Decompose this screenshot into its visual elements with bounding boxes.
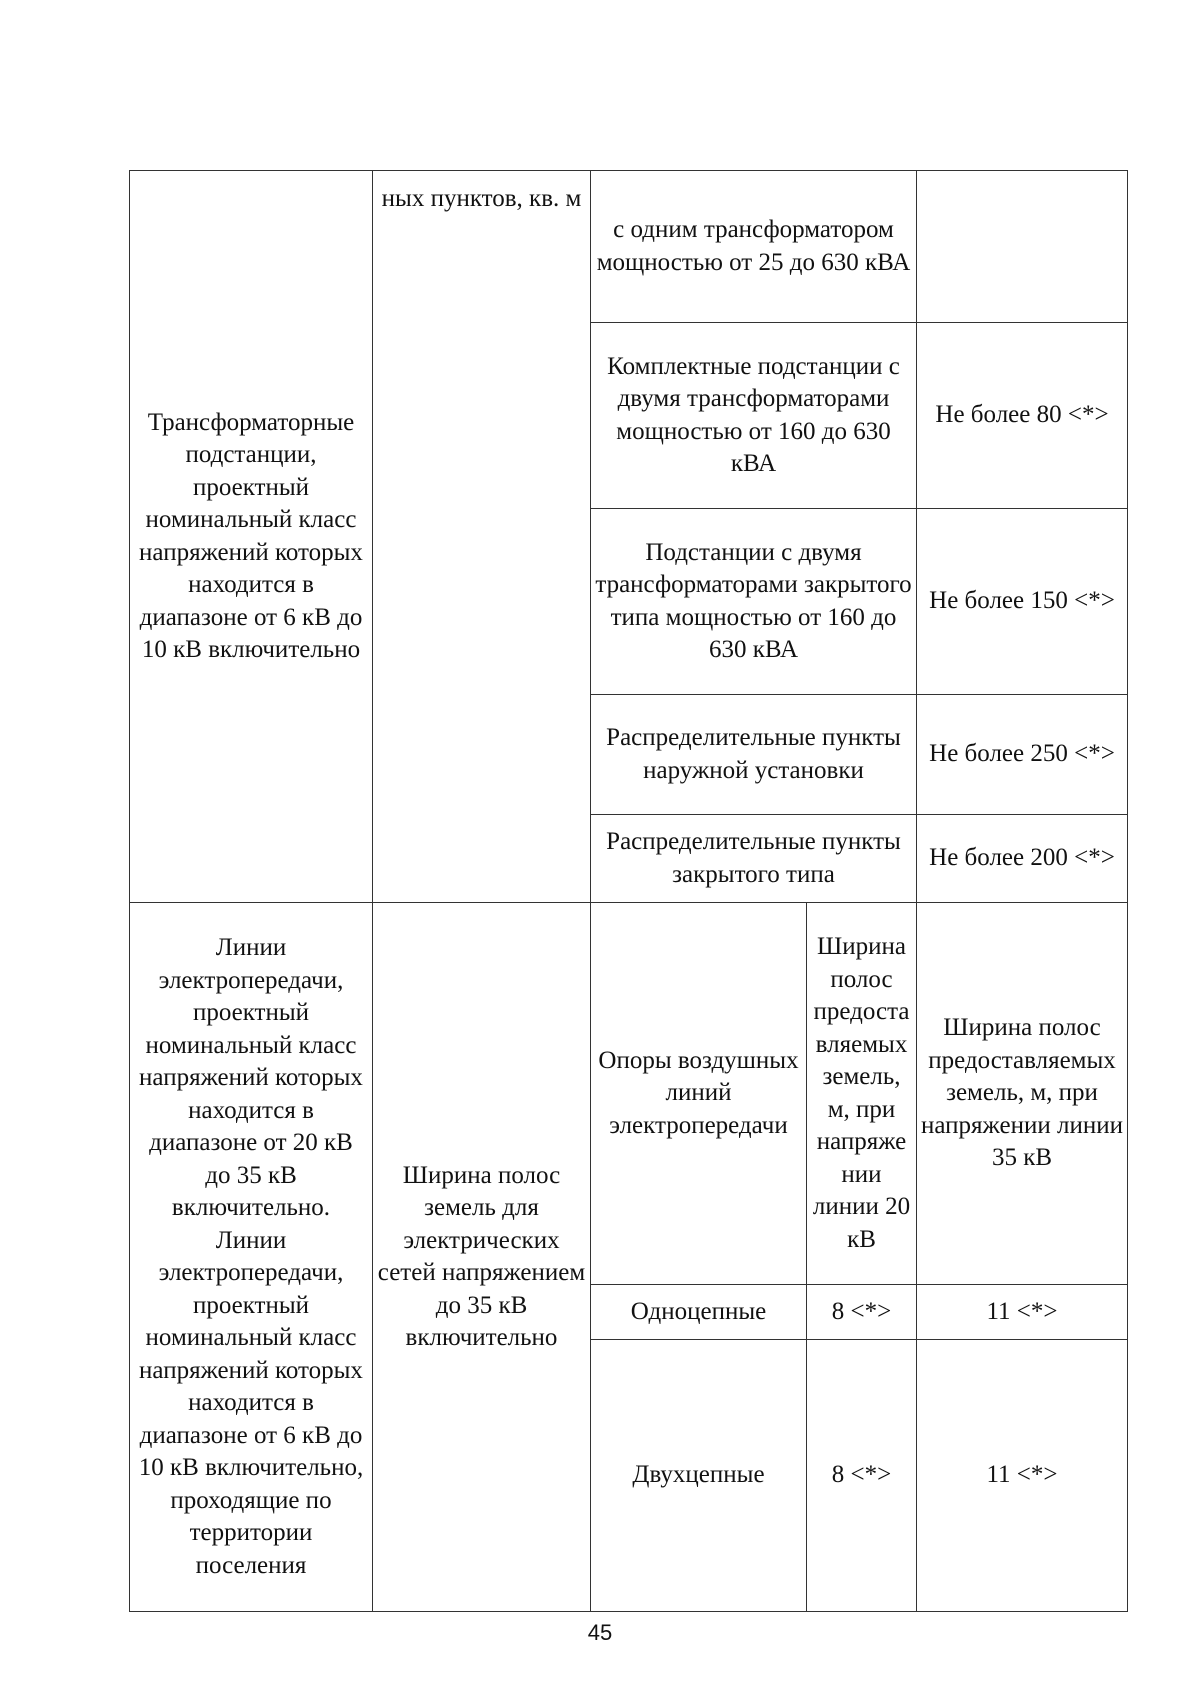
norms-table (129, 170, 1128, 1612)
value-cell: Не более 80 <*> (917, 323, 1128, 509)
type-cell: Распределительные пункты закрытого типа (591, 815, 917, 903)
value-cell: Не более 250 <*> (917, 695, 1128, 815)
type-cell: Одноцепные (591, 1285, 807, 1340)
value-cell: Не более 200 <*> (917, 815, 1128, 903)
parameter-cell-area: ных пунктов, кв. м (373, 171, 591, 903)
type-cell: Подстанции с двумя трансформаторами закрытого типа мощностью от 160 до 630 кВА (591, 509, 917, 695)
value-cell: Не более 150 <*> (917, 509, 1128, 695)
header-cell-20kv: Ширина полос предоставляемых земель, м, при напряжении линии 20 кВ (807, 903, 917, 1285)
value-cell (917, 171, 1128, 323)
value-cell: 11 <*> (917, 1285, 1128, 1340)
type-cell: Распределительные пункты наружной установки (591, 695, 917, 815)
object-cell-power-lines: Линии электропередачи, проектный номинальный класс напряжений которых находится в диапазоне от 20 кВ до 35 кВ включительно. Линии электропередачи, проектный номинальный класс напряжений которых находится в диапазоне от 6 кВ до 10 кВ включительно, проходящие по территории поселения (130, 903, 373, 1612)
object-cell-substations: Трансформаторные подстанции, проектный номинальный класс напряжений которых находится в диапазоне от 6 кВ до 10 кВ включительно (130, 171, 373, 903)
page-number: 45 (587, 1620, 613, 1645)
type-cell: Комплектные подстанции с двумя трансформаторами мощностью от 160 до 630 кВА (591, 323, 917, 509)
type-cell: Двухцепные (591, 1340, 807, 1612)
value-cell: 8 <*> (807, 1340, 917, 1612)
type-cell: с одним трансформатором мощностью от 25 до 630 кВА (591, 171, 917, 323)
header-cell-supports: Опоры воздушных линий электропередачи (591, 903, 807, 1285)
table-row (130, 171, 1128, 323)
parameter-cell-strip-width: Ширина полос земель для электрических сетей напряжением до 35 кВ включительно (373, 903, 591, 1612)
value-cell: 8 <*> (807, 1285, 917, 1340)
table-row (130, 903, 1128, 1285)
value-cell: 11 <*> (917, 1340, 1128, 1612)
header-cell-35kv: Ширина полос предоставляемых земель, м, при напряжении линии 35 кВ (917, 903, 1128, 1285)
